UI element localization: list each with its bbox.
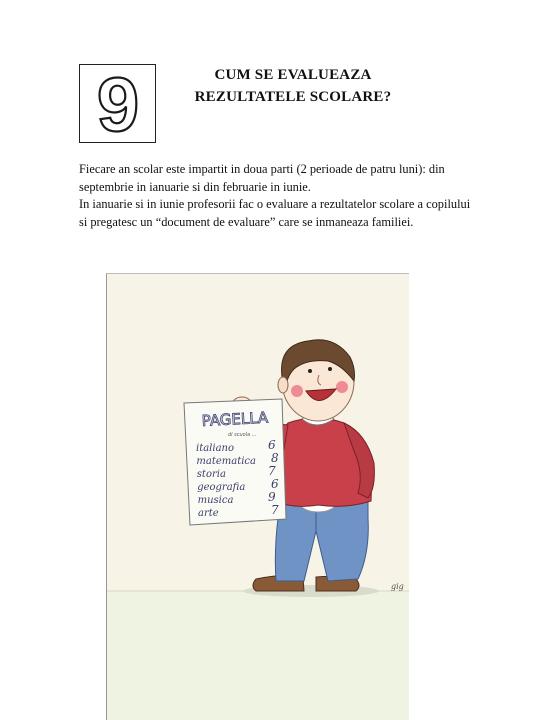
chapter-number-box xyxy=(79,64,156,143)
page-heading xyxy=(168,64,418,108)
card-title: PAGELLA xyxy=(201,408,269,430)
subject-grade: 7 xyxy=(268,464,276,478)
body-text xyxy=(79,161,479,231)
heading-line-1: CUM SE EVALUEAZA xyxy=(214,67,372,83)
artist-signature: gig xyxy=(391,582,404,591)
paragraph-2: In ianuarie si in iunie profesorii fac o evaluare a rezultatelor scolare a copilului si pregatesc un “document de evaluare” care se inmaneaza familiei. xyxy=(79,197,471,229)
left-ear xyxy=(278,377,288,393)
right-eye xyxy=(328,367,332,371)
left-eye xyxy=(308,369,312,373)
illustration-drawing xyxy=(106,273,409,720)
right-cheek xyxy=(336,381,348,393)
subject-name: italiano xyxy=(196,443,234,454)
illustration-boy-with-report-card xyxy=(106,273,409,720)
subject-grade: 6 xyxy=(268,438,276,452)
floor xyxy=(106,591,409,720)
subject-grade: 8 xyxy=(271,451,279,465)
left-cheek xyxy=(291,385,303,397)
subject-grade: 7 xyxy=(271,503,279,517)
card-subtitle: di scuola ... xyxy=(228,432,257,438)
subject-name: arte xyxy=(198,508,219,519)
chapter-number: 9 xyxy=(96,67,139,140)
chapter-number-outline xyxy=(88,68,148,140)
subject-name: storia xyxy=(196,469,226,480)
subject-name: musica xyxy=(197,495,234,506)
subject-name: matematica xyxy=(196,456,257,467)
subject-grade: 6 xyxy=(271,477,279,491)
heading-line-2: REZULTATELE SCOLARE? xyxy=(194,89,392,105)
paragraph-1: Fiecare an scolar este impartit in doua parti (2 perioade de patru luni): din septembrie in ianuarie si din februarie in iunie. xyxy=(79,162,445,194)
subject-grade: 9 xyxy=(268,490,276,504)
subject-name: geografia xyxy=(197,482,246,493)
